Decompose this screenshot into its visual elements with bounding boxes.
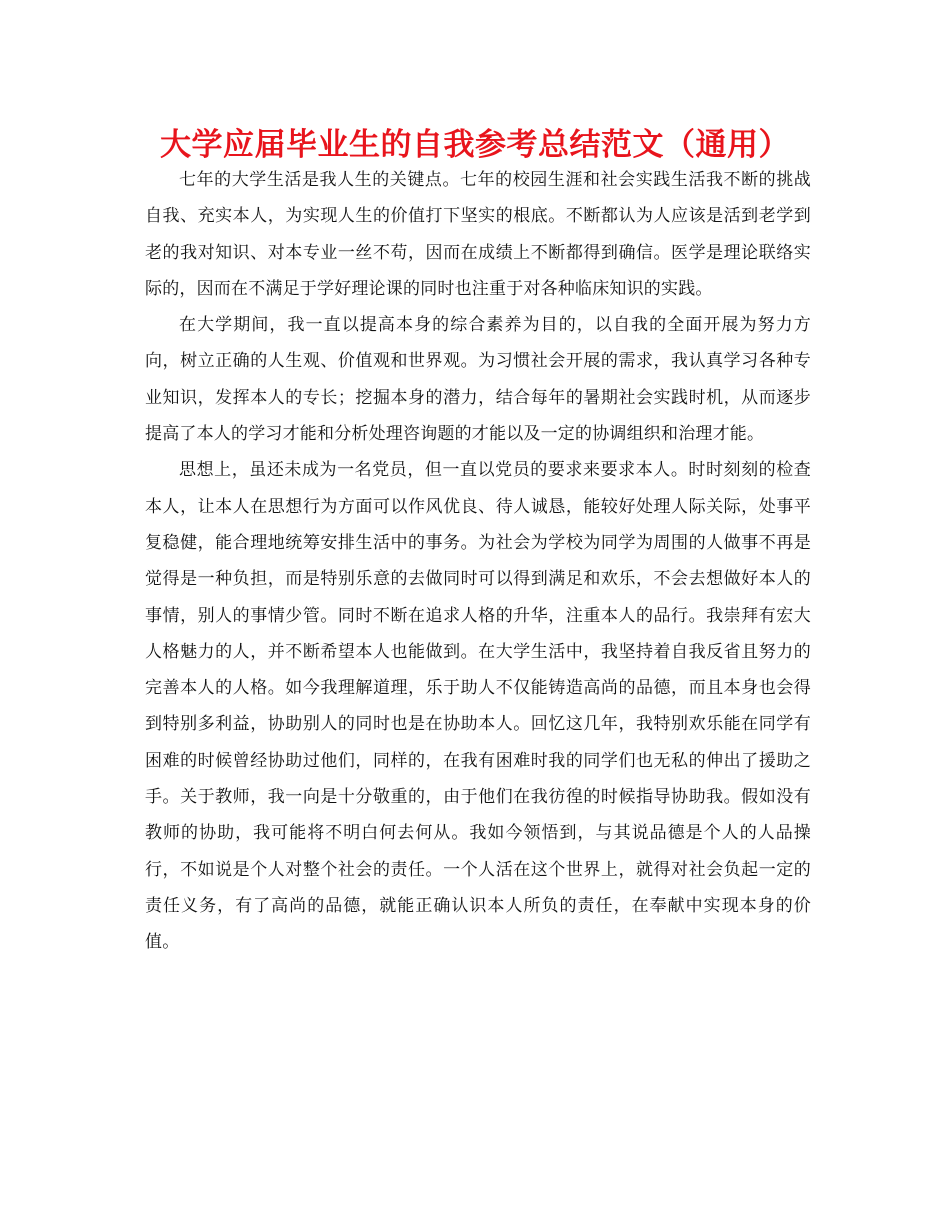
paragraph-3: 思想上，虽还未成为一名党员，但一直以党员的要求来要求本人。时时刻刻的检查本人，让本人在思想行为方面可以作风优良、待人诚恳，能较好处理人际关际，处事平复稳健，能合理地统筹安排生活中的事务。为社会为学校为同学为周围的人做事不再是觉得是一种负担，而是特别乐意的去做同时可以得到满足和欢乐，不会去想做好本人的事情，别人的事情少管。同时不断在追求人格的升华，注重本人的品行。我崇拜有宏大人格魅力的人，并不断希望本人也能做到。在大学生活中，我坚持着自我反省且努力的完善本人的人格。如今我理解道理，乐于助人不仅能铸造高尚的品德，而且本身也会得到特别多利益，协助别人的同时也是在协助本人。回忆这几年，我特别欢乐能在同学有困难的时候曾经协助过他们，同样的，在我有困难时我的同学们也无私的伸出了援助之手。关于教师，我一向是十分敬重的，由于他们在我彷徨的时候指导协助我。假如没有教师的协助，我可能将不明白何去何从。我如今领悟到，与其说品德是个人的人品操行，不如说是个人对整个社会的责任。一个人活在这个世界上，就得对社会负起一定的责任义务，有了高尚的品德，就能正确认识本人所负的责任，在奉献中实现本身的价值。 bbox=[145, 460, 811, 953]
paragraph-2: 在大学期间，我一直以提高本身的综合素养为目的，以自我的全面开展为努力方向，树立正确的人生观、价值观和世界观。为习惯社会开展的需求，我认真学习各种专业知识，发挥本人的专长；挖掘本身的潜力，结合每年的暑期社会实践时机，从而逐步提高了本人的学习才能和分析处理咨询题的才能以及一定的协调组织和治理才能。 bbox=[145, 315, 811, 445]
document-body bbox=[145, 162, 811, 961]
document-title: 大学应届毕业生的自我参考总结范文（通用） bbox=[160, 127, 790, 163]
paragraph-1: 七年的大学生活是我人生的关键点。七年的校园生涯和社会实践生活我不断的挑战自我、充实本人，为实现人生的价值打下坚实的根底。不断都认为人应该是活到老学到老的我对知识、对本专业一丝不苟，因而在成绩上不断都得到确信。医学是理论联络实际的，因而在不满足于学好理论课的同时也注重于对各种临床知识的实践。 bbox=[145, 170, 811, 299]
